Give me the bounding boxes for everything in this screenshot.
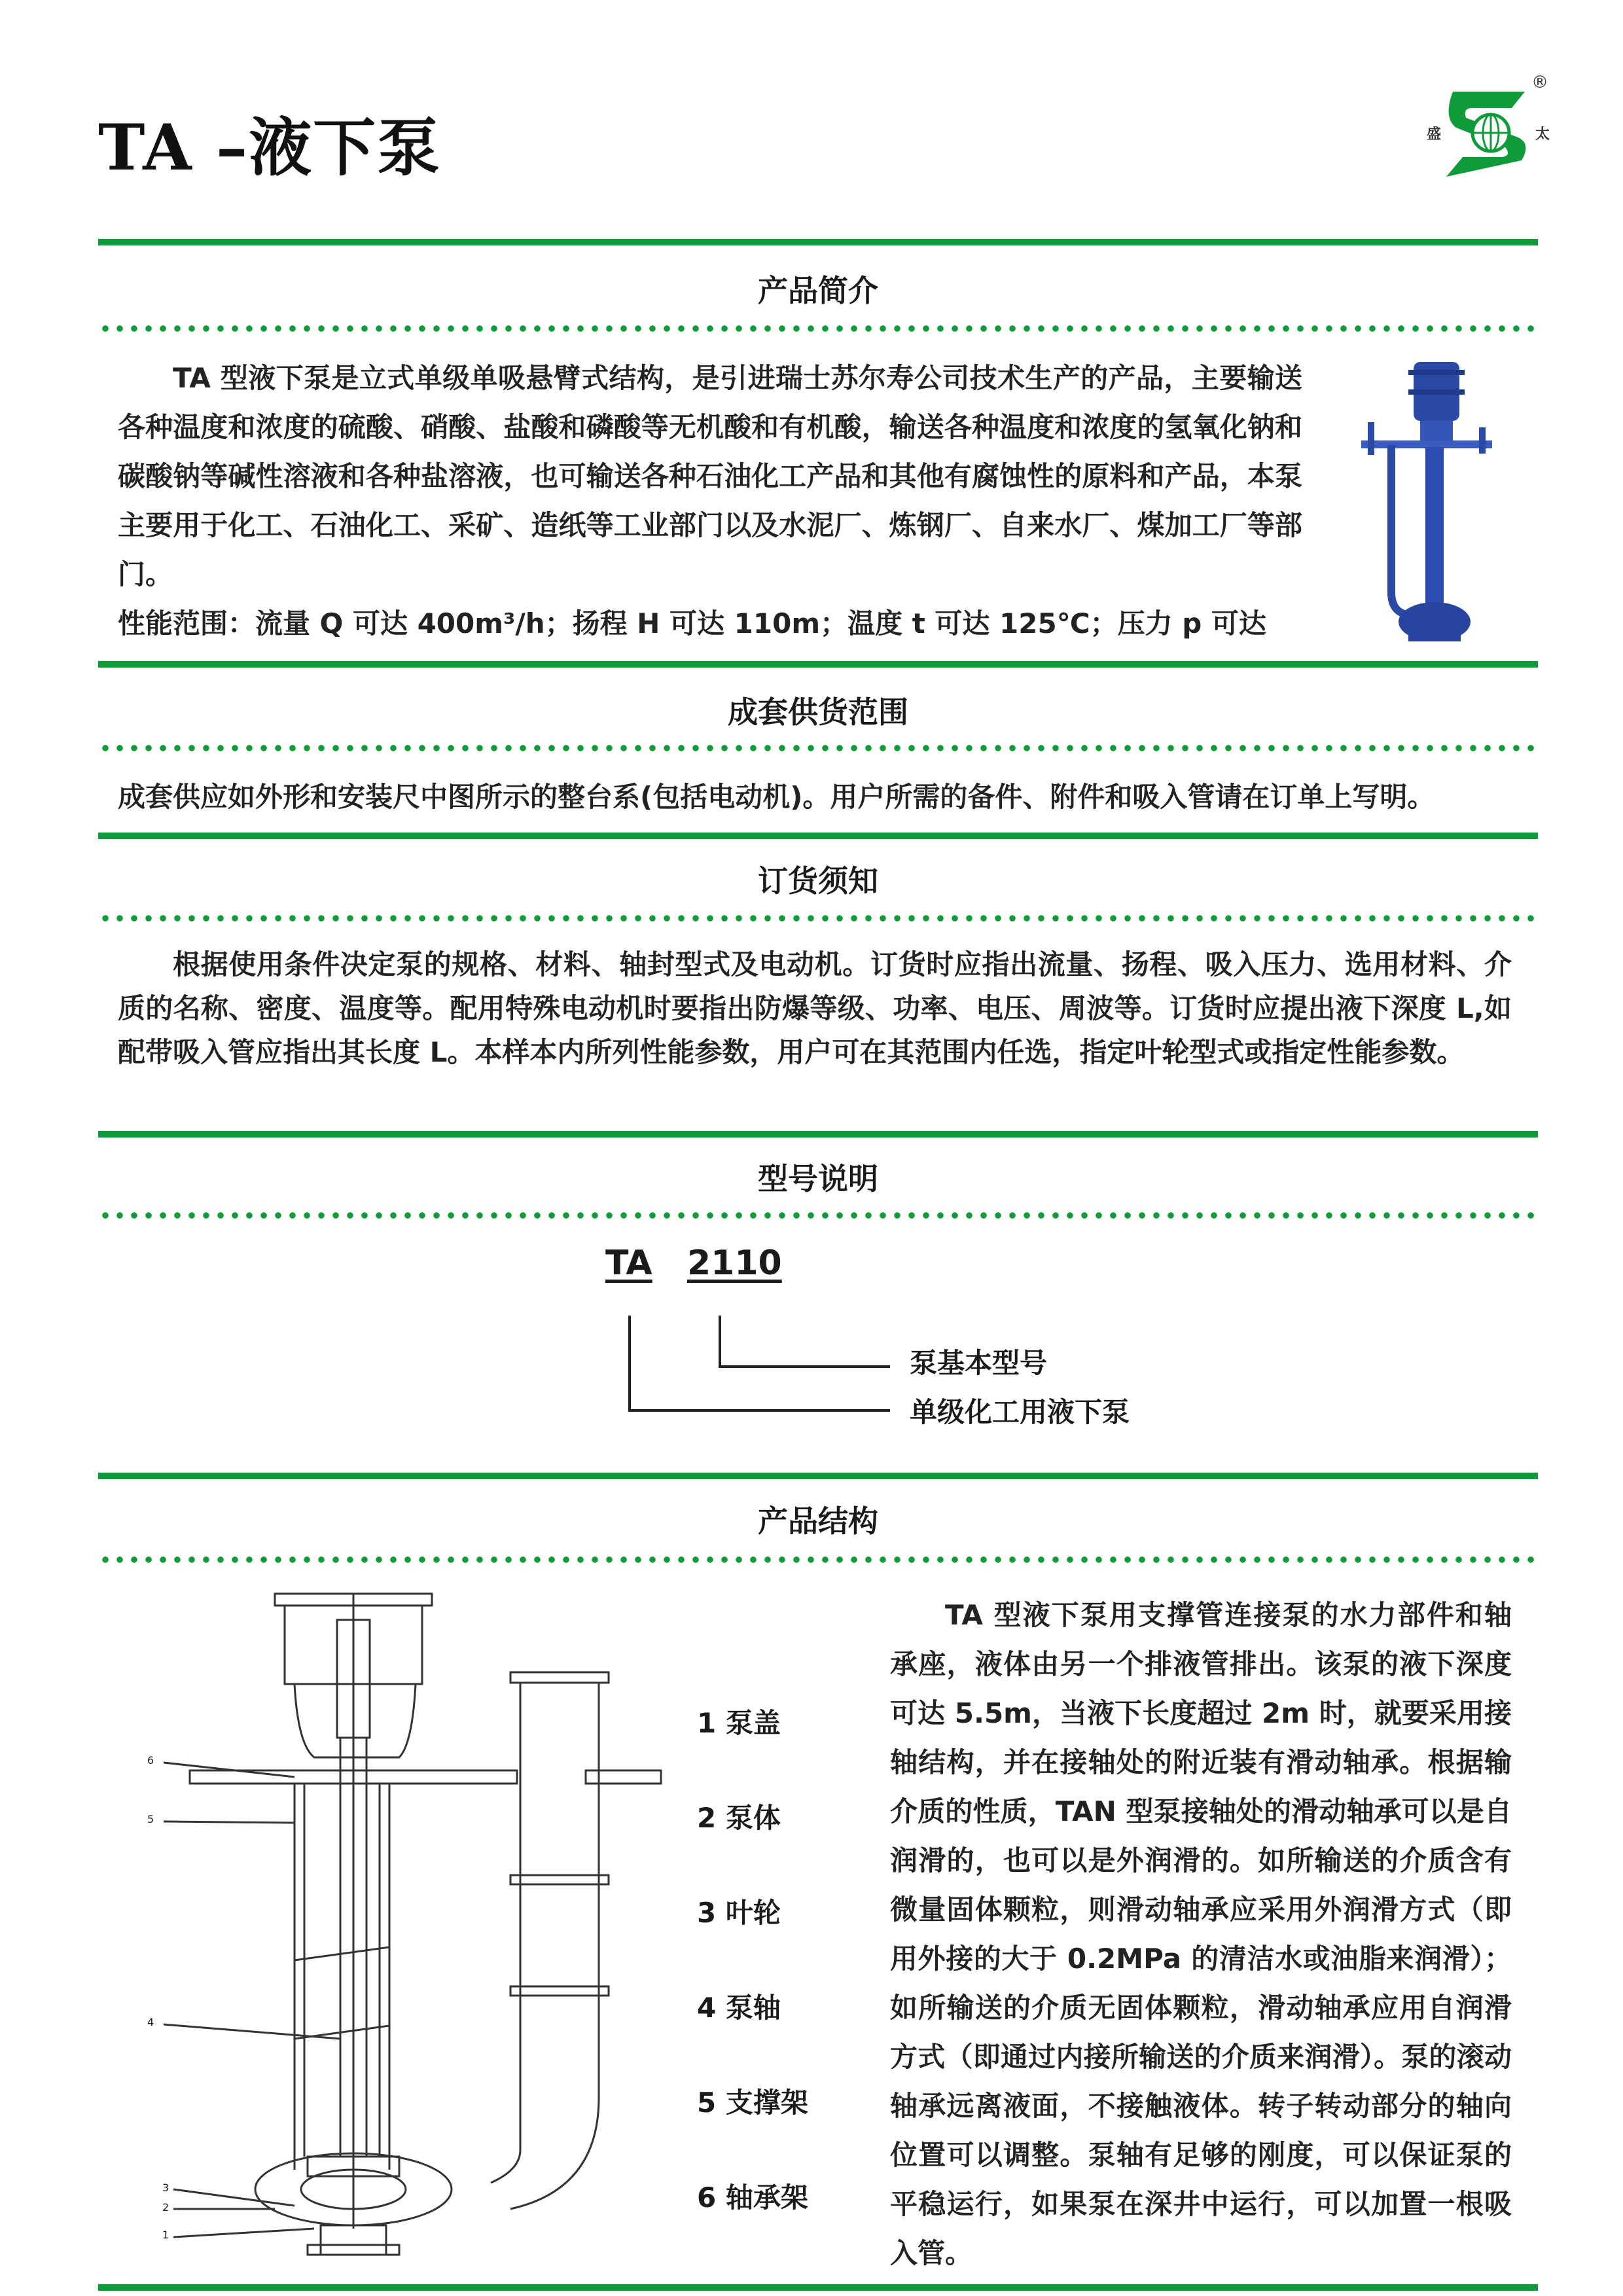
section-title-supply: 成套供货范围 — [728, 694, 908, 730]
part-item: 2 泵体 — [697, 1802, 781, 1834]
model-code-prefix: TA — [605, 1244, 652, 1283]
leader-line-prefix — [630, 1316, 890, 1410]
section-title-model: 型号说明 — [758, 1161, 878, 1196]
diagram-label: 3 — [162, 2181, 169, 2194]
section-title-order: 订货须知 — [758, 863, 878, 899]
section-rule — [98, 2284, 1538, 2291]
dotted-divider — [98, 1212, 1538, 1219]
logo-left-char: 盛 — [1427, 126, 1442, 143]
dotted-divider — [98, 325, 1538, 332]
part-item: 1 泵盖 — [697, 1707, 781, 1739]
section-rule — [98, 1473, 1538, 1479]
performance-range: 性能范围：流量 Q 可达 400m³/h；扬程 H 可达 110m；温度 t 可达 125℃；压力 p 可达 — [118, 607, 1266, 639]
intro-paragraph: TA 型液下泵是立式单级单吸悬臂式结构，是引进瑞士苏尔寿公司技术生产的产品，主要输送各种温度和浓度的硫酸、硝酸、盐酸和磷酸等无机酸和有机酸，输送各种温度和浓度的氢氧化钠和碳酸钠等碱性溶液和各种盐溶液，也可输送各种石油化工产品和其他有腐蚀性的原料和产品，本泵主要用于化工、石油化工、采矿、造纸等工业部门以及水泥厂、炼钢厂、自来水厂、煤加工厂等部门。 — [118, 362, 1302, 590]
diagram-label: 6 — [147, 1754, 154, 1767]
model-code-number: 2110 — [687, 1244, 782, 1283]
pump-photo — [1348, 357, 1518, 648]
intro-text — [118, 353, 1302, 648]
structure-paragraph: TA 型液下泵用支撑管连接泵的水力部件和轴承座，液体由另一个排液管排出。该泵的液下深度可达 5.5m，当液下长度超过 2m 时，就要采用接轴结构，并在接轴处的附近装有滑动轴承。根据输介质的性质，TAN 型泵接轴处的滑动轴承可以是自润滑的，也可以是外润滑的。如所输送的介质含有微量固体颗粒，则滑动轴承应采用外润滑方式（即用外接的大于 0.2MPa 的清洁水或油脂来润滑）；如所输送的介质无固体颗粒，滑动轴承应用自润滑方式（即通过内接所输送的介质来润滑）。泵的滚动轴承远离液面，不接触液体。转子转动部分的轴向位置可以调整。泵轴有足够的刚度，可以保证泵的平稳运行，如果泵在深井中运行，可以加置一根吸入管。 — [890, 1599, 1512, 2269]
part-item: 4 泵轴 — [697, 1992, 781, 2024]
diagram-label: 1 — [162, 2229, 169, 2241]
structure-text-block — [890, 1590, 1512, 2278]
diagram-label: 2 — [162, 2201, 169, 2214]
dotted-divider — [98, 1556, 1538, 1563]
dotted-divider — [98, 915, 1538, 922]
leader-line-number — [720, 1316, 890, 1367]
supply-text: 成套供应如外形和安装尺中图所示的整台系(包括电动机)。用户所需的备件、附件和吸入管请在订单上写明。 — [118, 781, 1435, 813]
registered-mark: ® — [1531, 73, 1548, 92]
dotted-divider — [98, 745, 1538, 751]
model-diagram — [589, 1244, 1178, 1440]
part-item: 5 支撑架 — [697, 2087, 808, 2119]
order-text: 根据使用条件决定泵的规格、材料、轴封型式及电动机。订货时应指出流量、扬程、吸入压力、选用材料、介质的名称、密度、温度等。配用特殊电动机时要指出防爆等级、功率、电压、周波等。订货时应提出液下深度 L,如配带吸入管应指出其长度 L。本样本内所列性能参数，用户可在其范围内任选，指定叶轮型式或指定性能参数。 — [118, 948, 1512, 1068]
diagram-label: 5 — [147, 1813, 154, 1825]
model-label-number: 泵基本型号 — [910, 1347, 1048, 1379]
diagram-label: 4 — [147, 2016, 154, 2028]
company-logo — [1427, 72, 1551, 187]
model-label-prefix: 单级化工用液下泵 — [910, 1396, 1130, 1428]
page-title: TA –液下泵 — [98, 111, 442, 185]
section-rule — [98, 661, 1538, 668]
section-title-structure: 产品结构 — [758, 1503, 878, 1539]
section-rule — [98, 833, 1538, 839]
part-item: 6 轴承架 — [697, 2181, 808, 2214]
logo-right-char: 太 — [1535, 126, 1550, 143]
part-item: 3 叶轮 — [697, 1897, 781, 1929]
pump-structure-drawing — [144, 1581, 681, 2261]
section-title-intro: 产品简介 — [758, 273, 878, 308]
section-rule — [98, 239, 1538, 245]
supply-text-block — [118, 772, 1518, 821]
section-rule — [98, 1131, 1538, 1138]
order-text-block — [118, 942, 1512, 1074]
